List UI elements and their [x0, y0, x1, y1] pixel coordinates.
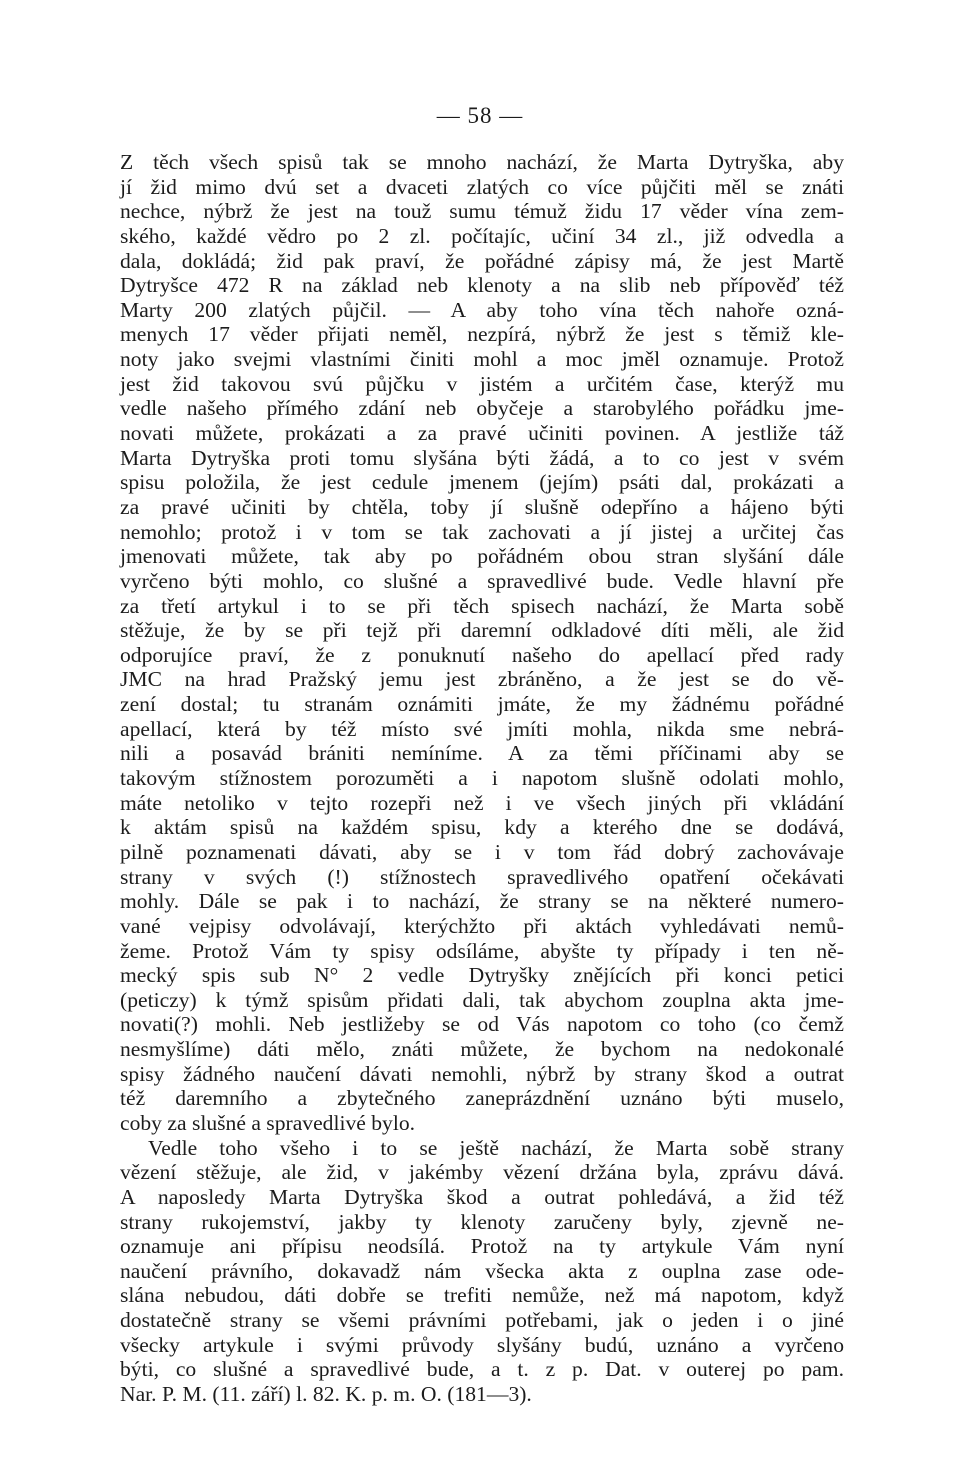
text-line: Z těch všech spisů tak se mnoho nachází, že Marta Dytryška, aby [120, 150, 844, 174]
text-line: vězení stěžuje, ale žid, v jakémby vězení držána byla, zprávu dává. [120, 1160, 844, 1185]
text-line: JMC na hrad Pražský jemu jest zbráněno, a že jest se do vě- [120, 667, 844, 692]
text-line: zení dostal; tu stranám oznámiti jmáte, že my žádnému pořádné [120, 692, 844, 717]
text-line: (peticzy) k týmž spisům přidati dali, tak abychom zouplna akta jme- [120, 987, 844, 1012]
text-line: nemohlo; protož i v tom se tak zachovati a jí jistej a určitej čas [120, 519, 844, 544]
text-line: menych 17 věder přijati neměl, nezpírá, nýbrž že jest s těmiž kle- [120, 322, 844, 347]
page-number: — 58 — [436, 103, 524, 128]
text-line: Dytryšce 472 R na základ neb klenoty a na slib neb přípověď též [120, 273, 844, 298]
text-line: dala, dokládá; žid pak praví, že pořádné zápisy má, že jest Martě [120, 248, 844, 273]
text-line: mecký spis sub N° 2 vedle Dytryšky znějících při konci petici [120, 963, 844, 988]
text-line: za pravé učiniti by chtěla, toby jí slušně odepříno a hájeno býti [120, 494, 844, 519]
text-line: též daremního a zbytečného zaneprázdnění uznáno býti muselo, [120, 1086, 844, 1111]
text-line: jest žid takovou svú půjčku v jistém a určitém čase, kterýž mu [120, 371, 844, 396]
text-line: A naposledy Marta Dytryška škod a outrat pohledává, a žid též [120, 1184, 844, 1209]
text-line: Marta Dytryška proti tomu slyšána býti žádá, a to co jest v svém [120, 445, 844, 470]
text-line: žeme. Protož Vám ty spisy odsíláme, abyšte ty případy i ten ně- [120, 938, 844, 963]
text-line: noty jako svejmi vlastními činiti mohl a moc jměl oznamuje. Protož [120, 347, 844, 372]
body-text [120, 150, 844, 1407]
text-line: jmenovati můžete, tak aby po pořádném obou stran slyšání dále [120, 544, 844, 569]
text-line: naučení právního, dokavadž nám všecka akta z ouplna zase ode- [120, 1258, 844, 1283]
text-line: za třetí artykul i to se při těch spisech nachází, že Marta sobě [120, 593, 844, 618]
text-line: nechce, nýbrž že jest na touž sumu témuž židu 17 věder vína zem- [120, 199, 844, 224]
text-line: vané vejpisy odvolávají, kterýchžto při aktách vyhledávati nemů- [120, 913, 844, 938]
text-line: Vedle toho všeho i to se ještě nachází, že Marta sobě strany [148, 1135, 844, 1160]
text-line: strany v svých (!) stížnostech spravedlivého opatření očekávati [120, 864, 844, 889]
text-line: Nar. P. M. (11. září) l. 82. K. p. m. O. (181—3). [120, 1382, 532, 1407]
text-line: vedle našeho přímého zdání neb obyčeje a starobylého pořádku jme- [120, 396, 844, 421]
text-line: strany rukojemství, jakby ty klenoty zaručeny byly, zjevně ne- [120, 1209, 844, 1234]
text-line: jí žid mimo dvú set a dvaceti zlatých co více půjčiti měl se znáti [120, 174, 844, 199]
text-line: vyrčeno býti mohlo, co slušné a spravedlivé bude. Vedle hlavní pře [120, 568, 844, 593]
text-line: pilně poznamenati dávati, aby se i v tom řád dobrý zachovávaje [120, 839, 844, 864]
text-line: máte netoliko v tejto rozepři než i ve všech jiných při vkládání [120, 790, 844, 815]
text-line: slána nebudou, dáti dobře se trefiti nemůže, než má napotom, když [120, 1283, 844, 1308]
text-line: novati(?) mohli. Neb jestližeby se od Vás napotom co toho (co čemž [120, 1012, 844, 1037]
text-line: coby za slušné a spravedlivé bylo. [120, 1110, 416, 1135]
text-line: apellací, která by též místo své jmíti mohla, nikda sme nebrá- [120, 716, 844, 741]
text-line: Marty 200 zlatých půjčil. — A aby toho vína těch nahoře ozná- [120, 297, 844, 322]
text-line: ského, každé vědro po 2 zl. počítajíc, učiní 34 zl., již odvedla a [120, 223, 844, 248]
text-line: mohly. Dále se pak i to nachází, že strany se na některé numero- [120, 889, 844, 914]
text-line: nili a posavád brániti nemíníme. A za těmi příčinami aby se [120, 741, 844, 766]
text-line: stěžuje, že by se při tejž při daremní odkladové díti měli, ale žid [120, 618, 844, 643]
text-line: spisu položila, že jest cedule jmenem (jejím) psáti dal, prokázati a [120, 470, 844, 495]
text-line: k aktám spisů na každém spisu, kdy a kterého dne se dodává, [120, 815, 844, 840]
text-line: oznamuje ani přípisu neodsílá. Protož na ty artykule Vám nyní [120, 1234, 844, 1259]
text-line: spisy žádného naučení dávati nemohli, nýbrž by strany škod a outrat [120, 1061, 844, 1086]
text-line: dostatečně strany se všemi právními potřebami, jak o jeden i o jiné [120, 1308, 844, 1333]
text-line: takovým stížnostem porozuměti a i napotom slušně odolati mohlo, [120, 766, 844, 791]
text-line: nesmyšlíme) dáti mělo, znáti můžete, že bychom na nedokonalé [120, 1037, 844, 1062]
text-line: novati můžete, prokázati a za pravé učiniti povinen. A jestliže táž [120, 421, 844, 446]
text-line: odporujíce praví, že z ponuknutí našeho do apellací před rady [120, 642, 844, 667]
text-line: všecky artykule i svými průvody slyšány budú, uznáno a vyrčeno [120, 1332, 844, 1357]
text-line: býti, co slušné a spravedlivé bude, a t. z p. Dat. v outerej po pam. [120, 1357, 844, 1382]
